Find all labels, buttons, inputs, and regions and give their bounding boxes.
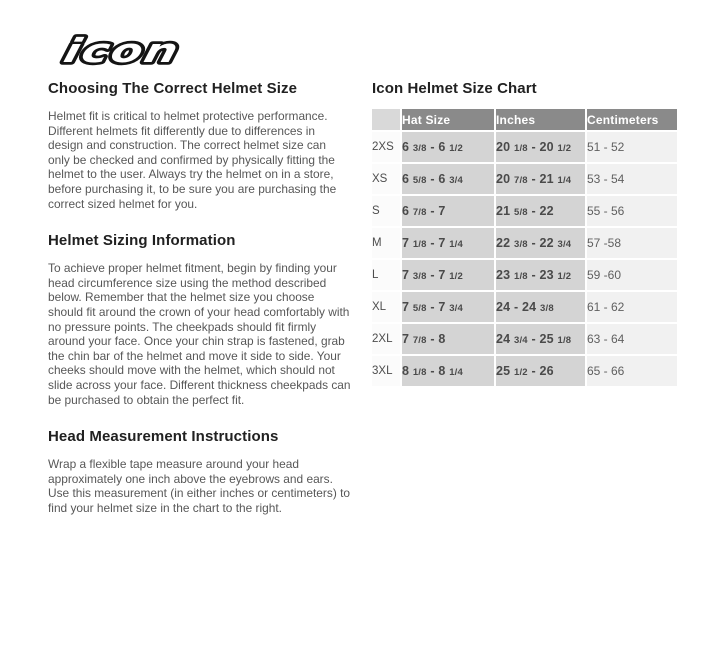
centimeters-value: 53 - 54 (587, 164, 677, 194)
centimeters-value: 57 -58 (587, 228, 677, 258)
section-head-measurement (48, 428, 351, 515)
size-label: XS (372, 164, 400, 194)
section-body: To achieve proper helmet fitment, begin by finding your head circumference size using the method described below. Remember that the helmet size you choose should fit around the crown of your head comfortably with no pressure points. The cheekpads should fit firmly around your face. Once your chin strap is fastened, grab the chin bar of the helmet and move it side to side. Your cheeks should move with the helmet, which should not slide across your face. Different thickness cheekpads can be purchased to obtain the perfect fit. (48, 261, 351, 407)
centimeters-value: 51 - 52 (587, 132, 677, 162)
size-chart-table (370, 107, 679, 388)
column-header-centimeters: Centimeters (587, 109, 677, 130)
centimeters-value: 55 - 56 (587, 196, 677, 226)
size-label: 2XL (372, 324, 400, 354)
centimeters-value: 63 - 64 (587, 324, 677, 354)
inches-value: 20 7/8 - 21 1/4 (496, 164, 585, 194)
size-label: L (372, 260, 400, 290)
hat-size-value: 6 7/8 - 7 (402, 196, 494, 226)
size-row-l (372, 260, 677, 290)
size-label: 2XS (372, 132, 400, 162)
inches-value: 24 - 24 3/8 (496, 292, 585, 322)
size-label: S (372, 196, 400, 226)
section-heading: Helmet Sizing Information (48, 232, 236, 250)
size-label: M (372, 228, 400, 258)
centimeters-value: 61 - 62 (587, 292, 677, 322)
size-chart-title: Icon Helmet Size Chart (372, 80, 537, 97)
hat-size-value: 7 7/8 - 8 (402, 324, 494, 354)
icon-logo-graphic (40, 22, 220, 76)
size-row-3xl (372, 356, 677, 386)
inches-value: 20 1/8 - 20 1/2 (496, 132, 585, 162)
inches-value: 25 1/2 - 26 (496, 356, 585, 386)
inches-value: 23 1/8 - 23 1/2 (496, 260, 585, 290)
size-row-s (372, 196, 677, 226)
inches-value: 21 5/8 - 22 (496, 196, 585, 226)
hat-size-value: 6 5/8 - 6 3/4 (402, 164, 494, 194)
inches-value: 24 3/4 - 25 1/8 (496, 324, 585, 354)
section-sizing-information (48, 232, 351, 407)
section-choosing-size (48, 80, 351, 211)
size-row-m (372, 228, 677, 258)
hat-size-value: 6 3/8 - 6 1/2 (402, 132, 494, 162)
hat-size-value: 7 1/8 - 7 1/4 (402, 228, 494, 258)
size-row-xs (372, 164, 677, 194)
hat-size-value: 7 5/8 - 7 3/4 (402, 292, 494, 322)
hat-size-value: 8 1/8 - 8 1/4 (402, 356, 494, 386)
size-chart-body (372, 132, 677, 386)
header-row (372, 109, 677, 130)
size-chart-header (372, 109, 677, 130)
section-body: Wrap a flexible tape measure around your head approximately one inch above the eyebrows and ears. Use this measurement (in either inches or centimeters) to find your helmet size in the chart to the right. (48, 457, 351, 515)
section-body: Helmet fit is critical to helmet protective performance. Different helmets fit differently due to differences in design and construction. The correct helmet size can only be checked and confirmed by physically fitting the helmet to the user. Always try the helmet on in a store, before purchasing it, to be sure you are purchasing the correct sized helmet for you. (48, 109, 337, 211)
size-label: 3XL (372, 356, 400, 386)
size-row-2xl (372, 324, 677, 354)
section-heading: Head Measurement Instructions (48, 428, 279, 446)
size-chart-panel (372, 80, 692, 388)
size-label: XL (372, 292, 400, 322)
column-header-inches: Inches (496, 109, 585, 130)
icon-logo-text: icon (59, 32, 184, 71)
column-header-hat-size: Hat Size (402, 109, 494, 130)
section-heading: Choosing The Correct Helmet Size (48, 80, 298, 97)
info-column (48, 80, 351, 515)
size-row-2xs (372, 132, 677, 162)
icon-logo (40, 22, 220, 76)
hat-size-value: 7 3/8 - 7 1/2 (402, 260, 494, 290)
size-row-xl (372, 292, 677, 322)
centimeters-value: 65 - 66 (587, 356, 677, 386)
centimeters-value: 59 -60 (587, 260, 677, 290)
inches-value: 22 3/8 - 22 3/4 (496, 228, 585, 258)
corner-header-cell (372, 109, 400, 130)
